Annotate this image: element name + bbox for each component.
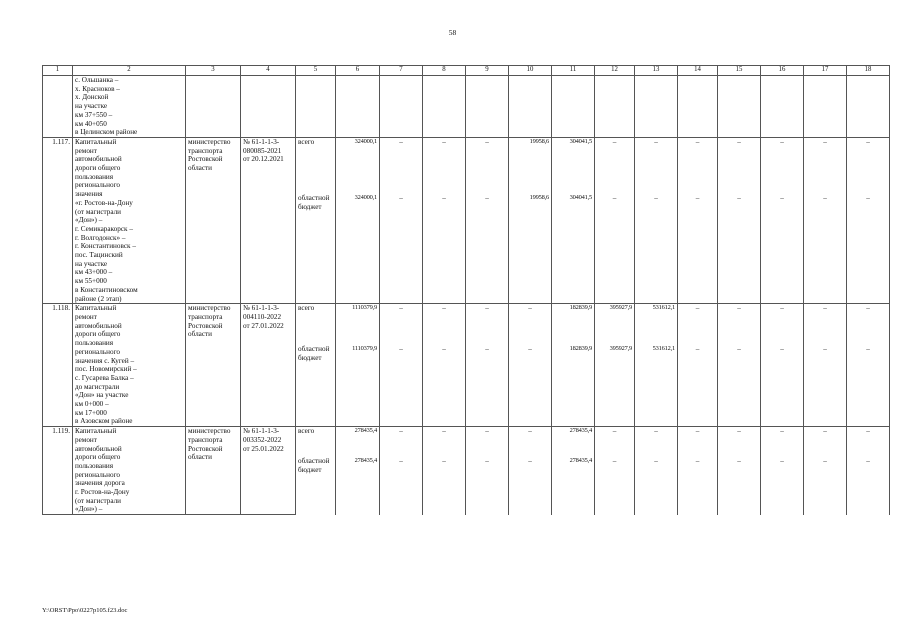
- empty-value: –: [380, 457, 423, 515]
- program-table: [42, 65, 890, 515]
- empty-value: –: [635, 457, 678, 515]
- object-name-cell-line: на участке: [75, 259, 108, 268]
- empty-value: –: [466, 345, 509, 426]
- object-name-cell-line: дороги общего: [75, 453, 121, 462]
- empty-value: –: [718, 194, 761, 304]
- object-name-cell-line: «Дон») –: [75, 505, 103, 514]
- row-number: 1.117.: [43, 137, 73, 303]
- object-name-cell-line: км 37+550 –: [75, 110, 113, 119]
- empty-value: –: [423, 194, 466, 304]
- object-name-cell-line: пользования: [75, 172, 114, 181]
- row-number: 1.119.: [43, 427, 73, 515]
- object-name-cell-line: автомобильной: [75, 155, 122, 164]
- empty-value: –: [718, 427, 761, 457]
- empty-value: –: [466, 194, 509, 304]
- empty-value: –: [509, 457, 552, 515]
- amount-value: 1110379,9: [336, 304, 380, 346]
- empty-value: –: [380, 137, 423, 193]
- empty-value: –: [678, 194, 718, 304]
- object-name-cell-line: км 43+000 –: [75, 268, 113, 277]
- object-name-cell-line: районе (2 этап): [75, 294, 122, 303]
- funding-source: всего: [296, 427, 336, 457]
- object-name-cell-line: (от магистрали: [75, 207, 122, 216]
- empty-value: –: [380, 304, 423, 346]
- empty-cell: [552, 76, 595, 138]
- empty-cell: [186, 76, 241, 138]
- object-name-cell-line: пользования: [75, 339, 114, 348]
- empty-value: –: [761, 194, 804, 304]
- header-cell: 1: [43, 66, 73, 76]
- header-cell: 9: [466, 66, 509, 76]
- header-cell: 13: [635, 66, 678, 76]
- amount-value: 278435,4: [552, 457, 595, 515]
- customer-cell-line: транспорта: [188, 146, 223, 155]
- amount-value: 324000,1: [336, 137, 380, 193]
- customer-cell-line: области: [188, 453, 213, 462]
- contract-cell-line: 004110-2022: [243, 312, 282, 321]
- contract-cell-line: от 20.12.2021: [243, 155, 284, 164]
- empty-cell: [296, 76, 336, 138]
- object-name-cell-line: с. Ольшанка –: [75, 76, 119, 84]
- empty-cell: [718, 76, 761, 138]
- empty-value: –: [423, 137, 466, 193]
- object-name-cell-line: ремонт: [75, 312, 97, 321]
- empty-value: –: [804, 345, 847, 426]
- empty-cell: [380, 76, 423, 138]
- empty-cell: [466, 76, 509, 138]
- object-name-cell-line: г. Константиновск –: [75, 242, 136, 251]
- amount-value: 19958,6: [509, 194, 552, 304]
- object-name-cell: [73, 137, 186, 303]
- object-name-cell-line: х. Донской: [75, 93, 109, 102]
- customer-cell-line: Ростовской: [188, 155, 223, 164]
- object-name-cell-line: регионального: [75, 181, 120, 190]
- empty-value: –: [635, 427, 678, 457]
- empty-cell: [678, 76, 718, 138]
- object-name-cell-line: пользования: [75, 461, 114, 470]
- empty-value: –: [804, 457, 847, 515]
- object-name-cell-line: пос. Тацинский: [75, 251, 123, 260]
- amount-value: 1110379,9: [336, 345, 380, 426]
- empty-value: –: [678, 345, 718, 426]
- file-path-footer: Y:\ORST\Ppo\0227p105.f23.doc: [42, 607, 128, 614]
- header-cell: 3: [186, 66, 241, 76]
- empty-value: –: [509, 304, 552, 346]
- page-number: 58: [448, 28, 457, 37]
- object-name-cell-line: в Целинском районе: [75, 128, 138, 137]
- row-number: 1.118.: [43, 304, 73, 427]
- object-name-cell-line: км 0+000 –: [75, 400, 109, 409]
- funding-source: областной бюджет: [296, 457, 336, 515]
- amount-value: 278435,4: [552, 427, 595, 457]
- empty-value: –: [718, 304, 761, 346]
- empty-value: –: [847, 137, 890, 193]
- empty-value: –: [423, 345, 466, 426]
- empty-value: –: [678, 427, 718, 457]
- contract-cell-line: № 61-1-1-3-: [243, 137, 280, 146]
- empty-value: –: [595, 137, 635, 193]
- continuation-row: [43, 76, 890, 138]
- empty-value: –: [761, 457, 804, 515]
- customer-cell-line: Ростовской: [188, 444, 223, 453]
- object-name-cell-line: Капитальный: [75, 427, 117, 436]
- customer-cell-line: транспорта: [188, 435, 223, 444]
- customer-cell-line: министерство: [188, 137, 231, 146]
- funding-source: всего: [296, 304, 336, 346]
- object-name-cell-line: Капитальный: [75, 137, 117, 146]
- funding-source: областной бюджет: [296, 345, 336, 426]
- object-name-cell-line: х. Красноков –: [75, 84, 120, 93]
- empty-value: –: [635, 137, 678, 193]
- empty-value: –: [761, 345, 804, 426]
- empty-value: –: [804, 304, 847, 346]
- empty-value: –: [595, 457, 635, 515]
- row-number-cell: [43, 76, 73, 138]
- empty-cell: [241, 76, 296, 138]
- empty-value: –: [718, 345, 761, 426]
- amount-value: 278435,4: [336, 427, 380, 457]
- table-row: [43, 137, 890, 193]
- empty-cell: [761, 76, 804, 138]
- empty-value: –: [466, 304, 509, 346]
- object-name-cell-line: дороги общего: [75, 164, 121, 173]
- object-name-cell-line: г. Волгодонск» –: [75, 233, 126, 242]
- amount-value: 324000,1: [336, 194, 380, 304]
- customer-cell-line: транспорта: [188, 312, 223, 321]
- amount-value: 304041,5: [552, 137, 595, 193]
- header-cell: 14: [678, 66, 718, 76]
- empty-cell: [635, 76, 678, 138]
- contract-cell-line: № 61-1-1-3-: [243, 427, 280, 436]
- empty-cell: [509, 76, 552, 138]
- empty-value: –: [847, 304, 890, 346]
- empty-value: –: [380, 427, 423, 457]
- empty-value: –: [761, 137, 804, 193]
- object-name-cell-line: Капитальный: [75, 304, 117, 313]
- object-name-cell-line: г. Семикаракорск –: [75, 224, 133, 233]
- empty-value: –: [847, 345, 890, 426]
- object-name-cell-line: до магистрали: [75, 382, 120, 391]
- empty-value: –: [761, 427, 804, 457]
- empty-value: –: [804, 194, 847, 304]
- empty-value: –: [466, 457, 509, 515]
- customer-cell-line: области: [188, 164, 213, 173]
- empty-value: –: [423, 457, 466, 515]
- object-name-cell-line: на участке: [75, 102, 108, 111]
- empty-value: –: [380, 345, 423, 426]
- object-name-cell-line: дороги общего: [75, 330, 121, 339]
- object-name-cell-line: автомобильной: [75, 444, 122, 453]
- contract-cell-line: от 25.01.2022: [243, 444, 284, 453]
- object-name-cell-line: значения с. Кугей –: [75, 356, 135, 365]
- empty-value: –: [509, 345, 552, 426]
- header-cell: 18: [847, 66, 890, 76]
- header-cell: 12: [595, 66, 635, 76]
- header-cell: 2: [73, 66, 186, 76]
- object-name-cell-line: в Азовском районе: [75, 417, 133, 426]
- contract-cell: [241, 427, 296, 515]
- object-name-cell-line: ремонт: [75, 146, 97, 155]
- object-name-cell-line: регионального: [75, 470, 120, 479]
- object-name-cell-line: с. Гусарева Балка –: [75, 373, 134, 382]
- object-name-cell: [73, 304, 186, 427]
- amount-value: 182839,9: [552, 304, 595, 346]
- object-name-cell: [73, 427, 186, 515]
- object-name-cell: [73, 76, 186, 138]
- empty-cell: [595, 76, 635, 138]
- amount-value: 395927,9: [595, 304, 635, 346]
- object-name-cell-line: значения: [75, 190, 103, 199]
- empty-value: –: [678, 457, 718, 515]
- amount-value: 531612,1: [635, 345, 678, 426]
- object-name-cell-line: «Дон») –: [75, 216, 103, 225]
- contract-cell: [241, 137, 296, 303]
- header-cell: 5: [296, 66, 336, 76]
- object-name-cell-line: км 55+000: [75, 277, 107, 286]
- contract-cell-line: 003352-2022: [243, 435, 282, 444]
- contract-cell-line: от 27.01.2022: [243, 321, 284, 330]
- empty-value: –: [635, 194, 678, 304]
- amount-value: 182839,9: [552, 345, 595, 426]
- empty-value: –: [847, 427, 890, 457]
- contract-cell: [241, 304, 296, 427]
- amount-value: 531612,1: [635, 304, 678, 346]
- empty-value: –: [595, 427, 635, 457]
- object-name-cell-line: км 17+000: [75, 408, 107, 417]
- empty-cell: [423, 76, 466, 138]
- empty-value: –: [423, 427, 466, 457]
- empty-cell: [804, 76, 847, 138]
- object-name-cell-line: в Константиновском: [75, 285, 138, 294]
- empty-value: –: [678, 304, 718, 346]
- customer-cell: [186, 427, 241, 515]
- table-row: [43, 304, 890, 346]
- object-name-cell-line: «г. Ростов-на-Дону: [75, 198, 133, 207]
- object-name-cell-line: пос. Новомирский –: [75, 365, 137, 374]
- object-name-cell-line: «Дон» на участке: [75, 391, 129, 400]
- object-name-cell-line: (от магистрали: [75, 496, 122, 505]
- header-cell: 10: [509, 66, 552, 76]
- object-name-cell-line: ремонт: [75, 435, 97, 444]
- empty-value: –: [678, 137, 718, 193]
- object-name-cell-line: г. Ростов-на-Дону: [75, 488, 130, 497]
- amount-value: 304041,5: [552, 194, 595, 304]
- empty-cell: [847, 76, 890, 138]
- empty-value: –: [466, 427, 509, 457]
- empty-value: –: [380, 194, 423, 304]
- empty-value: –: [595, 194, 635, 304]
- header-cell: 4: [241, 66, 296, 76]
- customer-cell-line: министерство: [188, 427, 231, 436]
- object-name-cell-line: автомобильной: [75, 321, 122, 330]
- table-row: [43, 427, 890, 457]
- contract-cell-line: 080085-2021: [243, 146, 282, 155]
- empty-value: –: [718, 457, 761, 515]
- customer-cell: [186, 137, 241, 303]
- header-cell: 7: [380, 66, 423, 76]
- amount-value: 278435,4: [336, 457, 380, 515]
- customer-cell-line: области: [188, 330, 213, 339]
- header-cell: 6: [336, 66, 380, 76]
- header-cell: 11: [552, 66, 595, 76]
- customer-cell: [186, 304, 241, 427]
- header-cell: 8: [423, 66, 466, 76]
- funding-source: всего: [296, 137, 336, 193]
- empty-value: –: [847, 457, 890, 515]
- empty-value: –: [804, 137, 847, 193]
- empty-value: –: [509, 427, 552, 457]
- empty-cell: [336, 76, 380, 138]
- empty-value: –: [718, 137, 761, 193]
- customer-cell-line: министерство: [188, 304, 231, 313]
- header-cell: 15: [718, 66, 761, 76]
- funding-source: областной бюджет: [296, 194, 336, 304]
- header-row: [43, 66, 890, 76]
- amount-value: 19958,6: [509, 137, 552, 193]
- empty-value: –: [466, 137, 509, 193]
- empty-value: –: [423, 304, 466, 346]
- empty-value: –: [804, 427, 847, 457]
- object-name-cell-line: регионального: [75, 347, 120, 356]
- object-name-cell-line: значения дорога: [75, 479, 125, 488]
- empty-value: –: [847, 194, 890, 304]
- header-cell: 17: [804, 66, 847, 76]
- empty-value: –: [761, 304, 804, 346]
- object-name-cell-line: км 40+050: [75, 119, 107, 128]
- amount-value: 395927,9: [595, 345, 635, 426]
- header-cell: 16: [761, 66, 804, 76]
- contract-cell-line: № 61-1-1-3-: [243, 304, 280, 313]
- customer-cell-line: Ростовской: [188, 321, 223, 330]
